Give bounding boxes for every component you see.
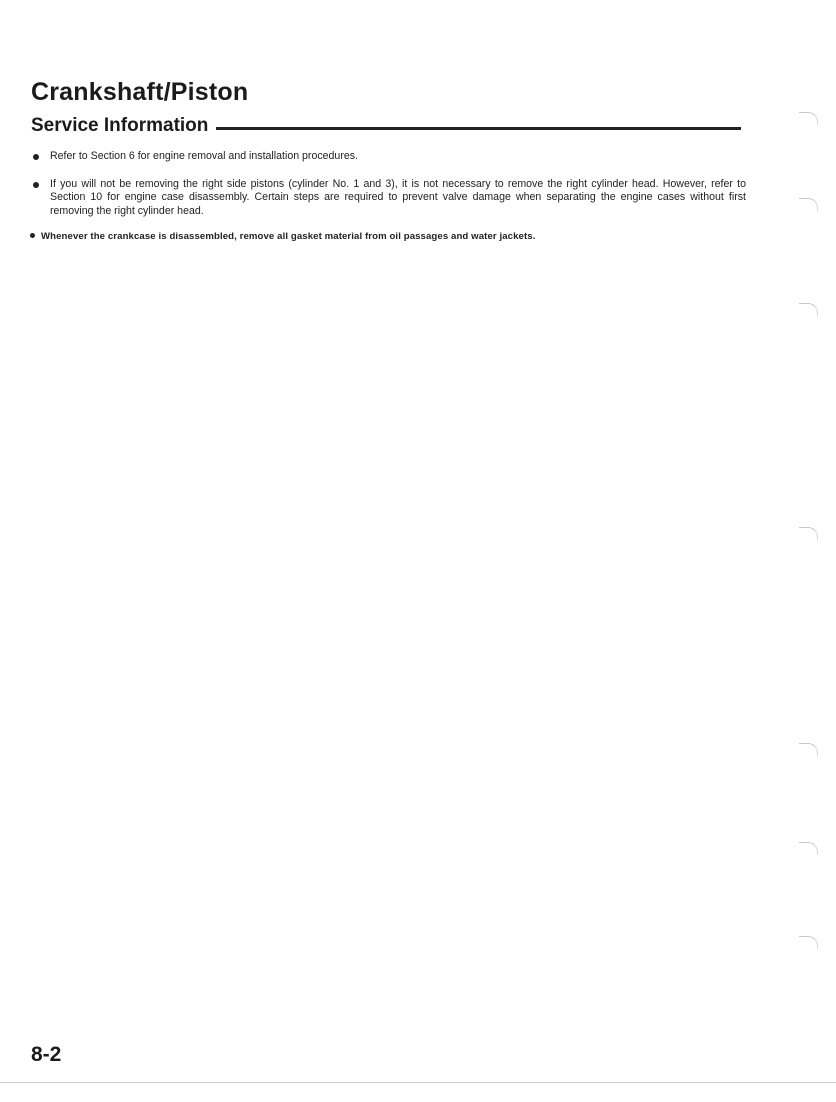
bullet-icon (30, 233, 35, 238)
binder-hole-mark (799, 743, 818, 756)
bullet-text: If you will not be removing the right side pistons (cylinder No. 1 and 3), it is not necessary to remove the right cylinder head. However, refer to Section 10 for engine case disassembly. Certain steps are required to prevent valve damage when separating the engine cases without first removing the right cylinder head. (50, 177, 746, 217)
bullet-text: Refer to Section 6 for engine removal and installation procedures. (50, 150, 358, 162)
bullet-icon (33, 154, 39, 160)
binder-hole-mark (799, 198, 818, 211)
bullet-text: Whenever the crankcase is disassembled, remove all gasket material from oil passages and water jackets. (41, 231, 536, 242)
list-item (31, 178, 746, 219)
section-rule (216, 127, 741, 130)
section-header (31, 113, 741, 139)
bullet-icon (33, 182, 39, 188)
binder-hole-mark (799, 842, 818, 855)
binder-hole-mark (799, 527, 818, 540)
page-number: 8-2 (31, 1043, 62, 1066)
binder-hole-mark (799, 112, 818, 125)
service-info-list (31, 150, 746, 244)
binder-hole-mark (799, 936, 818, 949)
page-title: Crankshaft/Piston (31, 78, 249, 106)
section-title: Service Information (31, 115, 209, 136)
list-item (30, 230, 746, 244)
list-item (31, 150, 746, 164)
binder-hole-mark (799, 303, 818, 316)
page-bottom-edge (0, 1082, 836, 1083)
